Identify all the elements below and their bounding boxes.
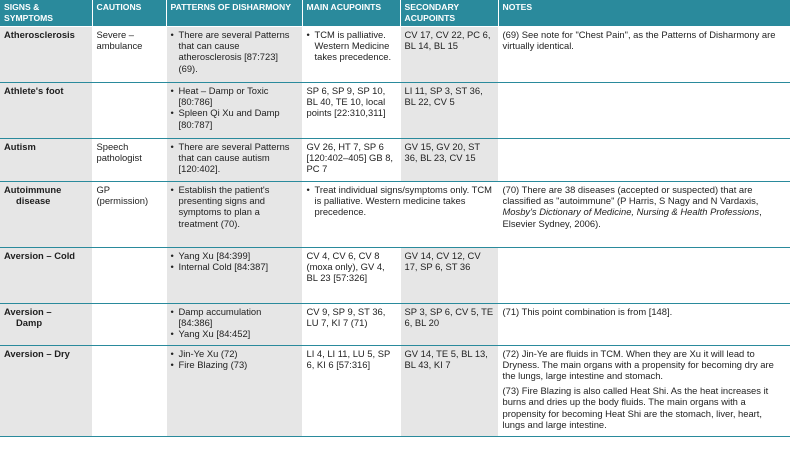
caution-cell: Severe – ambulance [92, 26, 166, 82]
caution-cell: GP (permission) [92, 181, 166, 247]
list-item: • Treat individual signs/symptoms only. TCM is palliative. Western medicine takes precedence. [307, 184, 494, 218]
list-item: • Internal Cold [84:387] [171, 261, 298, 272]
main-acupoints-cell: SP 6, SP 9, SP 10, BL 40, TE 10, local points [22:310,311] [302, 82, 400, 138]
table-row [0, 247, 790, 303]
notes-cell: (70) There are 38 diseases (accepted or suspected) that are classified as "autoimmune" (P Harris, S Nagy and N Vardaxis, Mosby's Dictionary of Medicine, Nursing & Health Professions, Elsevier Sydney, 2006). [498, 181, 790, 247]
table-row [0, 345, 790, 437]
main-acupoints-cell: CV 9, SP 9, ST 36, LU 7, KI 7 (71) [302, 303, 400, 345]
header-signs: SIGNS & SYMPTOMS [0, 0, 92, 26]
table-row [0, 82, 790, 138]
header-row [0, 0, 790, 26]
list-item: • Fire Blazing (73) [171, 359, 298, 370]
header-cautions: CAUTIONS [92, 0, 166, 26]
caution-cell [92, 247, 166, 303]
secondary-acupoints-cell: CV 17, CV 22, PC 6, BL 14, BL 15 [400, 26, 498, 82]
notes-cell: (69) See note for "Chest Pain", as the Patterns of Disharmony are virtually identical. [498, 26, 790, 82]
list-item: • Spleen Qi Xu and Damp [80:787] [171, 107, 298, 130]
list-item: • There are several Patterns that can cause autism [120:402]. [171, 141, 298, 175]
list-item: • Establish the patient's presenting signs and symptoms to plan a treatment (70). [171, 184, 298, 230]
notes-cell: (71) This point combination is from [148]. [498, 303, 790, 345]
sign-name: Aversion – Dry [0, 345, 92, 437]
main-acupoints-cell: GV 26, HT 7, SP 6 [120:402–405] GB 8, PC 7 [302, 138, 400, 181]
caution-cell [92, 82, 166, 138]
main-acupoints-cell: LI 4, LI 11, LU 5, SP 6, KI 6 [57:316] [302, 345, 400, 437]
list-item: • There are several Patterns that can cause atherosclerosis [87:723] (69). [171, 29, 298, 75]
patterns-cell [166, 138, 302, 181]
table-row [0, 181, 790, 247]
header-secondary-acupoints: SECONDARY ACUPOINTS [400, 0, 498, 26]
notes-cell [498, 82, 790, 138]
patterns-cell [166, 247, 302, 303]
table-row [0, 303, 790, 345]
list-item: • Yang Xu [84:399] [171, 250, 298, 261]
patterns-cell [166, 82, 302, 138]
patterns-cell [166, 303, 302, 345]
list-item: • Yang Xu [84:452] [171, 328, 298, 339]
caution-cell [92, 303, 166, 345]
list-item: • TCM is palliative. Western Medicine takes precedence. [307, 29, 396, 63]
secondary-acupoints-cell: GV 14, TE 5, BL 13, BL 43, KI 7 [400, 345, 498, 437]
header-main-acupoints: MAIN ACUPOINTS [302, 0, 400, 26]
notes-cell: (72) Jin-Ye are fluids in TCM. When they are Xu it will lead to Dryness. The main organs with a propensity for becoming dry are the lungs, large intestine and stomach. (73) Fire Blazing is also called Heat Shi. As the heat increases it burns and dries up the body fluids. The main organs with a propensity for becoming Heat Shi are the stomach, liver, heart, lungs and large intestine. [498, 345, 790, 437]
patterns-cell [166, 345, 302, 437]
secondary-acupoints-cell: SP 3, SP 6, CV 5, TE 6, BL 20 [400, 303, 498, 345]
sign-name: Aversion – Cold [0, 247, 92, 303]
sign-name: Autoimmune disease [0, 181, 92, 247]
sign-name: Atherosclerosis [0, 26, 92, 82]
patterns-cell [166, 26, 302, 82]
header-notes: NOTES [498, 0, 790, 26]
notes-cell [498, 247, 790, 303]
secondary-acupoints-cell: GV 15, GV 20, ST 36, BL 23, CV 15 [400, 138, 498, 181]
main-acupoints-cell: CV 4, CV 6, CV 8 (moxa only), GV 4, BL 23 [57:326] [302, 247, 400, 303]
sign-name: Autism [0, 138, 92, 181]
sign-name: Athlete's foot [0, 82, 92, 138]
list-item: • Heat – Damp or Toxic [80:786] [171, 85, 298, 108]
secondary-acupoints-cell: GV 14, CV 12, CV 17, SP 6, ST 36 [400, 247, 498, 303]
header-patterns: PATTERNS OF DISHARMONY [166, 0, 302, 26]
list-item: • Damp accumulation [84:386] [171, 306, 298, 329]
caution-cell [92, 345, 166, 437]
sign-name: Aversion – Damp [0, 303, 92, 345]
notes-cell [498, 138, 790, 181]
caution-cell: Speech pathologist [92, 138, 166, 181]
table-row [0, 138, 790, 181]
main-acupoints-cell [302, 26, 400, 82]
patterns-cell [166, 181, 302, 247]
secondary-acupoints-cell: LI 11, SP 3, ST 36, BL 22, CV 5 [400, 82, 498, 138]
list-item: • Jin-Ye Xu (72) [171, 348, 298, 359]
table-row [0, 26, 790, 82]
main-acupoints-cell [302, 181, 498, 247]
